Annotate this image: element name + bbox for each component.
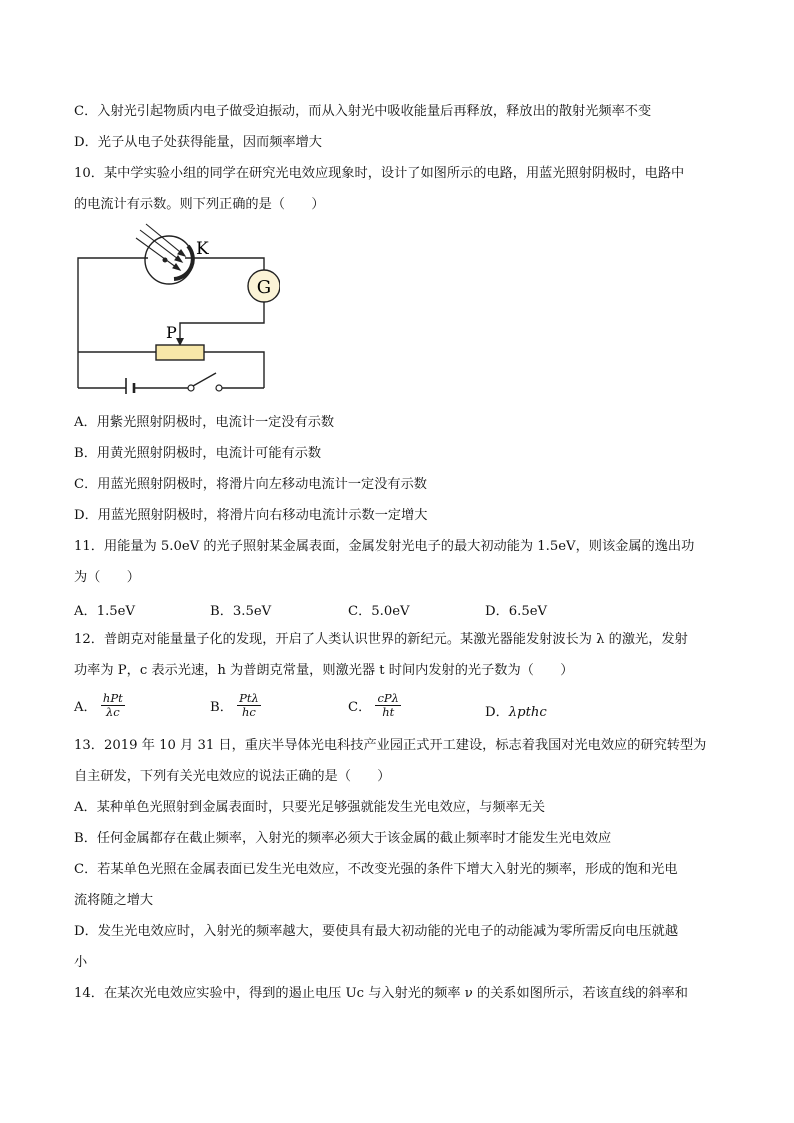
- q9-option-c: C．入射光引起物质内电子做受迫振动，而从入射光中吸收能量后再释放，释放出的散射光频率不变: [74, 104, 652, 119]
- q11-stem-line2: 为（ ）: [74, 570, 140, 585]
- q12-option-c-numerator: cPλ: [377, 691, 399, 705]
- q10-stem-line1: 10．某中学实验小组的同学在研究光电效应现象时，设计了如图所示的电路，用蓝光照射阴极时，电路中: [74, 166, 685, 181]
- q12-option-a-numerator: hPt: [102, 691, 123, 705]
- label-k: K: [196, 239, 209, 259]
- q11-stem-line1: 11．用能量为 5.0eV 的光子照射某金属表面，金属发射光电子的最大初动能为 1.5eV，则该金属的逸出功: [74, 539, 695, 554]
- label-g: G: [256, 277, 272, 298]
- circuit-diagram: [70, 222, 280, 394]
- q13-option-c-line2: 流将随之增大: [74, 893, 154, 908]
- q12-option-a: [74, 692, 125, 719]
- q11-option-a: A．1.5eV: [74, 604, 136, 619]
- q12-option-b-numerator: Ptλ: [239, 691, 259, 705]
- q12-stem-line2: 功率为 P，c 表示光速，h 为普朗克常量，则激光器 t 时间内发射的光子数为（ ）: [74, 663, 574, 678]
- wire-top-right: [185, 258, 264, 270]
- q13-stem-line1: 13．2019 年 10 月 31 日，重庆半导体光电科技产业园正式开工建设，标志着我国对光电效应的研究转型为: [74, 738, 707, 753]
- q13-option-a: A．某种单色光照射到金属表面时，只要光足够强就能发生光电效应，与频率无关: [74, 800, 546, 815]
- q10-option-b: B．用黄光照射阴极时，电流计可能有示数: [74, 446, 322, 461]
- wire-left-top: [78, 258, 148, 388]
- q11-option-c: C．5.0eV: [348, 604, 410, 619]
- q9-option-d: D．光子从电子处获得能量，因而频率增大: [74, 135, 322, 150]
- q10-option-c: C．用蓝光照射阴极时，将滑片向左移动电流计一定没有示数: [74, 477, 427, 492]
- q12-option-c-denominator: ht: [382, 705, 395, 719]
- q12-option-a-denominator: λc: [105, 705, 120, 719]
- q13-option-c-line1: C．若某单色光照在金属表面已发生光电效应，不改变光强的条件下增大入射光的频率，形成的饱和光电: [74, 862, 678, 877]
- cathode: [174, 246, 193, 279]
- switch-contact: [216, 385, 222, 391]
- q11-options: [74, 600, 714, 620]
- q10-option-d: D．用蓝光照射阴极时，将滑片向右移动电流计示数一定增大: [74, 508, 428, 523]
- q10-stem-line2: 的电流计有示数。则下列正确的是（ ）: [74, 197, 325, 212]
- q11-option-d: D．6.5eV: [485, 604, 548, 619]
- q13-option-d-line1: D．发生光电效应时，入射光的频率越大，要使具有最大初动能的光电子的动能减为零所需反向电压就越: [74, 924, 679, 939]
- q13-option-d-line2: 小: [74, 955, 88, 970]
- label-p: P: [166, 323, 177, 342]
- q13-option-b: B．任何金属都存在截止频率，入射光的频率必须大于该金属的截止频率时才能发生光电效应: [74, 831, 612, 846]
- q12-option-c: [348, 692, 401, 719]
- q12-option-b-denominator: hc: [241, 705, 256, 719]
- q12-option-d: [485, 701, 547, 720]
- q12-stem-line1: 12．普朗克对能量量子化的发现，开启了人类认识世界的新纪元。某激光器能发射波长为 λ 的激光，发射: [74, 632, 688, 647]
- q10-option-a: A．用紫光照射阴极时，电流计一定没有示数: [74, 415, 335, 430]
- switch-lever: [193, 373, 216, 386]
- q12-option-b-fraction: [237, 692, 261, 719]
- q12-options: [74, 692, 714, 728]
- q13-stem-line2: 自主研发，下列有关光电效应的说法正确的是（ ）: [74, 769, 391, 784]
- q12-option-b-label: B．: [210, 700, 233, 715]
- q12-option-b: [210, 692, 261, 719]
- wire-rheostat-right: [204, 352, 264, 388]
- q12-option-c-label: C．: [348, 700, 372, 715]
- q12-option-d-label: D．: [485, 705, 509, 720]
- q12-option-a-label: A．: [74, 700, 97, 715]
- q12-option-d-text: λpthc: [508, 705, 547, 720]
- q12-option-c-fraction: [375, 692, 400, 719]
- q11-option-b: B．3.5eV: [210, 604, 272, 619]
- q12-option-a-fraction: [101, 692, 125, 719]
- wire-g-to-slider: [180, 302, 264, 343]
- rheostat: [156, 345, 204, 360]
- q14-stem-line1: 14．在某次光电效应实验中，得到的遏止电压 Uc 与入射光的频率 ν 的关系如图所示，若该直线的斜率和: [74, 986, 688, 1001]
- light-rays: [136, 224, 185, 270]
